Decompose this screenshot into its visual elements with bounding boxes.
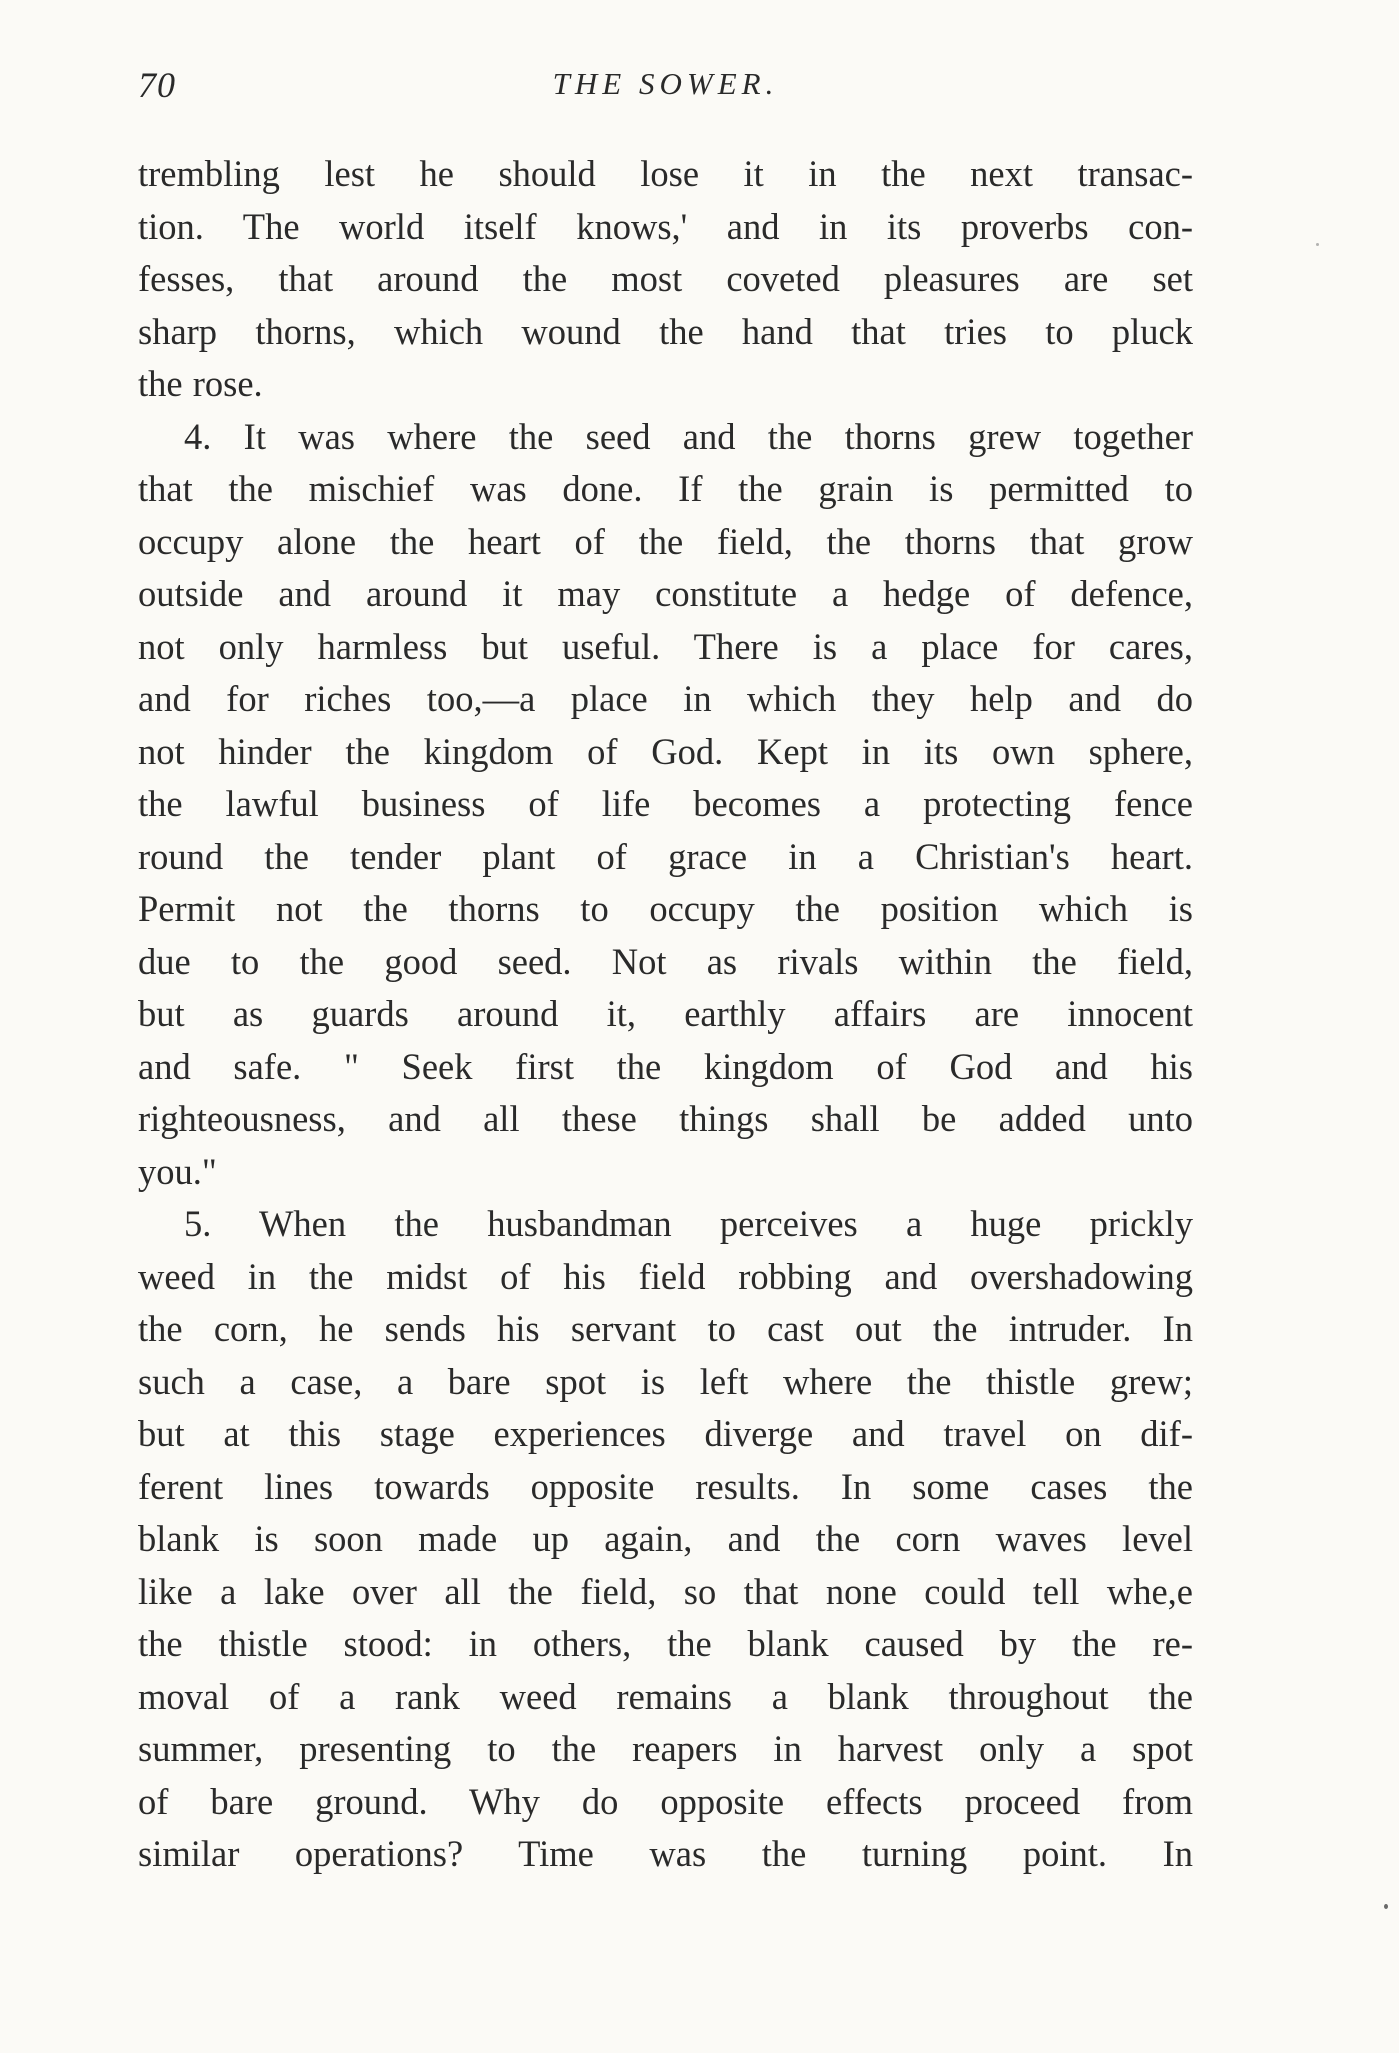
running-head <box>138 64 1193 114</box>
paper-speck <box>1384 1904 1388 1909</box>
text-line: tion. The world itself knows,' and in its proverbs con- <box>138 205 1193 247</box>
text-line: blank is soon made up again, and the corn waves level <box>138 1518 1193 1559</box>
paper-speck <box>1316 243 1319 246</box>
text-line: such a case, a bare spot is left where the thistle grew; <box>138 1360 1193 1402</box>
text-line: and safe. " Seek first the kingdom of God and his <box>138 1045 1193 1087</box>
text-line: like a lake over all the field, so that none could tell whe,e <box>138 1570 1193 1612</box>
text-line: that the mischief was done. If the grain is permitted to <box>138 468 1193 509</box>
page-number: 70 <box>138 65 176 105</box>
text-line: but as guards around it, earthly affairs are innocent <box>138 993 1193 1034</box>
paragraph-4-start: 4. It was where the seed and the thorns grew together <box>184 415 1193 457</box>
text-line: fesses, that around the most coveted pleasures are set <box>138 258 1193 299</box>
text-line: and for riches too,—a place in which they help and do <box>138 678 1193 719</box>
text-line: trembling lest he should lose it in the next transac- <box>138 153 1193 194</box>
text-line: sharp thorns, which wound the hand that tries to pluck <box>138 310 1193 352</box>
text-line: but at this stage experiences diverge and travel on dif- <box>138 1413 1193 1454</box>
text-line: weed in the midst of his field robbing and overshadowing <box>138 1255 1193 1297</box>
running-title: THE SOWER. <box>552 66 779 101</box>
text-line: due to the good seed. Not as rivals within the field, <box>138 940 1193 982</box>
text-line: summer, presenting to the reapers in harvest only a spot <box>138 1728 1193 1769</box>
text-line: occupy alone the heart of the field, the thorns that grow <box>138 520 1193 562</box>
text-line: the corn, he sends his servant to cast out the intruder. In <box>138 1308 1193 1349</box>
text-line: Permit not the thorns to occupy the position which is <box>138 888 1193 929</box>
text-line: outside and around it may constitute a hedge of defence, <box>138 573 1193 614</box>
text-line: round the tender plant of grace in a Christian's heart. <box>138 835 1193 877</box>
text-line: not hinder the kingdom of God. Kept in its own sphere, <box>138 730 1193 772</box>
text-line: the rose. <box>138 363 263 404</box>
text-line: moval of a rank weed remains a blank throughout the <box>138 1675 1193 1717</box>
text-line: the lawful business of life becomes a protecting fence <box>138 783 1193 824</box>
text-line: the thistle stood: in others, the blank caused by the re- <box>138 1623 1193 1664</box>
text-line: of bare ground. Why do opposite effects proceed from <box>138 1780 1193 1822</box>
text-line: not only harmless but useful. There is a place for cares, <box>138 625 1193 667</box>
text-line: you." <box>138 1150 217 1192</box>
body-text <box>138 148 1193 1881</box>
text-line: similar operations? Time was the turning point. In <box>138 1833 1193 1874</box>
text-line: righteousness, and all these things shall be added unto <box>138 1098 1193 1139</box>
paragraph-5-start: 5. When the husbandman perceives a huge prickly <box>184 1203 1193 1244</box>
text-line: ferent lines towards opposite results. In some cases the <box>138 1465 1193 1507</box>
